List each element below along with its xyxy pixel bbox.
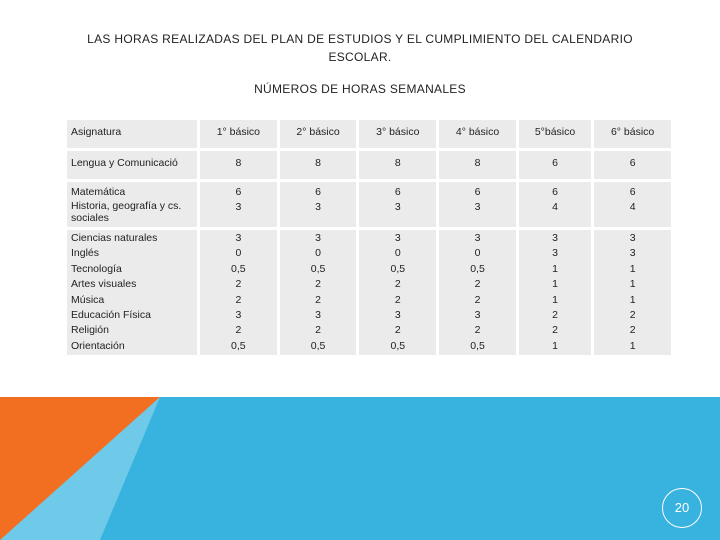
- value: 2: [235, 278, 242, 291]
- value: 1: [552, 339, 558, 352]
- value-cell: 6: [519, 151, 591, 179]
- value-cell: 8: [200, 151, 277, 179]
- value: 2: [474, 293, 481, 306]
- value-cell: [359, 182, 436, 227]
- table-header-row: [67, 120, 671, 148]
- value: 6: [315, 186, 321, 198]
- header-grade-6: 6° básico: [594, 120, 671, 148]
- header-grade-5: 5°básico: [519, 120, 591, 148]
- value-cell: [594, 182, 671, 227]
- value: 2: [552, 309, 558, 322]
- value: 0: [474, 247, 481, 260]
- value: 2: [394, 278, 401, 291]
- value: 3: [315, 309, 321, 322]
- decorative-footer-band: [0, 397, 720, 540]
- value: 1: [629, 293, 636, 306]
- subject-label: Artes visuales: [71, 278, 137, 291]
- value: 3: [552, 232, 558, 244]
- value: 4: [552, 201, 558, 214]
- header-grade-3: 3° básico: [359, 120, 436, 148]
- value-cell: [519, 230, 591, 355]
- value-cell: [359, 230, 436, 355]
- value-cell: 8: [359, 151, 436, 179]
- value-cell: [439, 182, 516, 227]
- value: 2: [474, 278, 481, 291]
- value: 1: [629, 262, 636, 275]
- value: 2: [629, 324, 636, 337]
- subject-label: Educación Física: [71, 309, 151, 322]
- value: 2: [394, 324, 401, 337]
- value: 0: [315, 247, 321, 260]
- value: 6: [552, 186, 558, 198]
- value: 6: [394, 186, 401, 198]
- value: 2: [394, 293, 401, 306]
- header-grade-2: 2° básico: [280, 120, 357, 148]
- value: 3: [552, 247, 558, 260]
- table-subtitle: NÚMEROS DE HORAS SEMANALES: [254, 82, 466, 96]
- slide-title: LAS HORAS REALIZADAS DEL PLAN DE ESTUDIOS Y EL CUMPLIMIENTO DEL CALENDARIO ESCOLAR.: [87, 32, 633, 64]
- value-cell: [280, 182, 357, 227]
- value: 1: [629, 339, 636, 352]
- value: 2: [552, 324, 558, 337]
- value: 3: [235, 201, 242, 214]
- value: 0,5: [310, 262, 326, 275]
- value-cell: [439, 230, 516, 355]
- value-cell: 6: [594, 151, 671, 179]
- value: 3: [394, 309, 401, 322]
- value: 0,5: [310, 339, 326, 352]
- value: 3: [629, 247, 636, 260]
- table-row: [67, 151, 671, 179]
- value: 3: [394, 232, 401, 244]
- value: 2: [235, 324, 242, 337]
- table-row: [67, 230, 671, 355]
- value: 6: [235, 186, 242, 198]
- subject-cell: [67, 230, 197, 355]
- hours-table: [64, 117, 674, 358]
- value: 2: [315, 293, 321, 306]
- value: 3: [394, 201, 401, 214]
- value: 2: [235, 293, 242, 306]
- value: 1: [552, 293, 558, 306]
- subject-label: Inglés: [71, 247, 100, 260]
- table-row: [67, 182, 671, 227]
- value: 0: [235, 247, 242, 260]
- value-cell: 8: [439, 151, 516, 179]
- value-cell: [519, 182, 591, 227]
- value: 1: [552, 262, 558, 275]
- value: 1: [629, 278, 636, 291]
- value: 4: [629, 201, 636, 214]
- page-number-badge: 20: [662, 488, 702, 528]
- value: 3: [474, 309, 481, 322]
- value: 3: [235, 309, 242, 322]
- subject-label: Orientación: [71, 339, 125, 352]
- value: 3: [629, 232, 636, 244]
- value: 6: [474, 186, 481, 198]
- value: 0,5: [390, 262, 406, 275]
- value: 2: [474, 324, 481, 337]
- subject-label: Matemática: [71, 186, 126, 198]
- value: 0,5: [470, 339, 485, 352]
- subject-label: Ciencias naturales: [71, 232, 158, 244]
- value: 0,5: [390, 339, 406, 352]
- subject-cell: [67, 182, 197, 227]
- header-grade-1: 1° básico: [200, 120, 277, 148]
- header-grade-4: 4° básico: [439, 120, 516, 148]
- header-subject: Asignatura: [67, 120, 197, 148]
- value: 3: [474, 232, 481, 244]
- subject-cell: Lengua y Comunicació: [67, 151, 197, 179]
- value-cell: [594, 230, 671, 355]
- value: 2: [315, 324, 321, 337]
- value: 1: [552, 278, 558, 291]
- value-cell: [200, 230, 277, 355]
- subject-label: Religión: [71, 324, 109, 337]
- value-cell: [280, 230, 357, 355]
- value: 0,5: [470, 262, 485, 275]
- value: 6: [629, 186, 636, 198]
- value: 2: [629, 309, 636, 322]
- value-cell: [200, 182, 277, 227]
- subject-label: Historia, geografía y cs. sociales: [71, 200, 182, 224]
- value: 3: [315, 201, 321, 214]
- value: 3: [474, 201, 481, 214]
- value-cell: 8: [280, 151, 357, 179]
- value: 3: [315, 232, 321, 244]
- value: 3: [235, 232, 242, 244]
- subject-label: Tecnología: [71, 262, 122, 275]
- value: 0,5: [231, 339, 246, 352]
- value: 2: [315, 278, 321, 291]
- subject-label: Música: [71, 293, 105, 306]
- value: 0,5: [231, 262, 246, 275]
- value: 0: [394, 247, 401, 260]
